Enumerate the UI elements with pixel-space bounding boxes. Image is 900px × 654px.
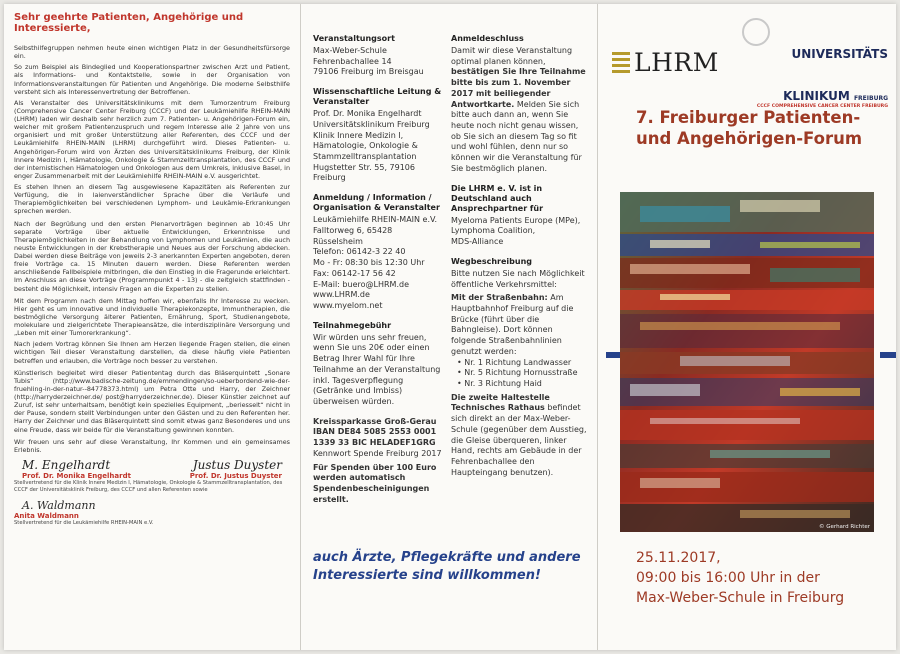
uk-logo-freiburg: FREIBURG <box>853 95 888 102</box>
letter-panel <box>4 4 300 650</box>
scientific-line: Prof. Dr. Monika Engelhardt <box>313 109 422 119</box>
signatory-name: Anita Waldmann <box>14 512 79 521</box>
myelom-website-link[interactable]: www.myelom.net <box>313 300 383 310</box>
partner-line: Myeloma Patients Europe (MPe), <box>451 215 581 225</box>
scientific-lead-block <box>313 87 443 184</box>
scientific-line: Freiburg <box>313 173 346 183</box>
deadline-text <box>451 46 587 175</box>
deadline-block <box>451 34 587 175</box>
registration-phone: Telefon: 06142-3 22 40 <box>313 247 406 257</box>
registration-hours: Mo - Fr: 08:30 bis 12:30 Uhr <box>313 258 425 268</box>
scientific-line: Hämatologie, Onkologie & <box>313 141 418 151</box>
signatory-name: Prof. Dr. Monika Engelhardt <box>22 471 131 480</box>
signature-row <box>14 458 290 472</box>
letter-paragraph: Es stehen Ihnen an diesem Tag ausgewiesene Kapazitäten als Referenten zur Verfügung, die in laienverständlicher Sprache über die Verläufe und Therapiemöglichkeiten bei verschiedenen Lymphom- und Leukämie-Erkrankungen sprechen werden. <box>14 183 290 216</box>
uniklinikum-logo <box>738 18 888 109</box>
letter-paragraph: Mit dem Programm nach dem Mittag hoffen wir, ebenfalls Ihr Interesse zu wecken. Hier geht es um innovative und individuelle Therapiekonzepte, Immuntherapien, die bestmögliche Versorgung älterer Patienten, Ernährung, Sport, Studienangebote, molekulare und zielgerichtete Therapieansätze, die interdisziplinäre Versorgung und „Leben mit einer Tumorerkrankung“. <box>14 296 290 338</box>
partner-line: MDS-Alliance <box>451 237 504 247</box>
partner-heading: Die LHRM e. V. ist in Deutschland auch Ansprechpartner für <box>451 183 544 213</box>
registration-line: Falltorweg 6, 65428 Rüsselsheim <box>313 225 393 246</box>
scientific-line: Stammzelltransplantation <box>313 152 417 162</box>
signatory-name: Prof. Dr. Justus Duyster <box>189 471 282 480</box>
stop-heading: Die zweite Haltestelle Technisches Rathaus <box>451 392 550 413</box>
uk-logo-line1: UNIVERSITÄTS <box>791 47 888 61</box>
uk-logo-klinikum: KLINIKUM <box>783 89 850 103</box>
signature-engelhardt: M. Engelhardt <box>22 457 111 472</box>
tram-text <box>451 293 587 357</box>
bank-name: Kreissparkasse Groß-Gerau <box>313 416 437 426</box>
letter-paragraph: Als Veranstalter des Universitätsklinikums mit dem Tumorzentrum Freiburg (Comprehensive Cancer Center Freiburg (CCCF) und der Leukämiehilfe RHEIN-MAIN (LHRM) laden wir deshalb sehr herzlich zum 7. Patienten- u. Angehörigen-Forum ein, welcher mit großem Patientenzuspruch und regem Interesse alle 2 Jahre von uns organisiert und mit großer Unterstützung aller Referenten, des CCCF und der Leukämiehilfe RHEIN-MAIN (LHRM) durchgeführt wird. Dieses Patienten- u. Angehörigen-Forum wird von Ärzten des Universitätsklinikums Freiburg, der Klinik Innere Medizin I, Hämatologie, Onkologie & Stammzelltransplantation, des CCCF und der internistischen Hämatologen und Onkologen aus dem Umkreis, inklusive Basel, in enger Zusammenarbeit mit der Leukämiehilfe RHEIN-MAIN e.V. ausgerichtet. <box>14 98 290 180</box>
fee-block <box>313 321 443 408</box>
bank-iban: IBAN DE84 5085 2553 0001 1339 33 BIC HELADEF1GRG <box>313 427 437 448</box>
signatory-note: Stellvertretend für die Klinik Innere Medizin I, Hämatologie, Onkologie & Stammzelltransplantation, des CCCF der Universitätsklinik Freiburg, des CCCF und allen Referenten sowie <box>14 479 283 493</box>
registration-line: Leukämiehilfe RHEIN-MAIN e.V. <box>313 215 438 225</box>
signature-duyster: Justus Duyster <box>192 457 282 472</box>
route-heading: Wegbeschreibung <box>451 256 532 266</box>
tram-line-item: • Nr. 1 Richtung Landwasser <box>457 357 572 367</box>
signature-waldmann: A. Waldmann <box>22 499 96 513</box>
registration-email[interactable]: E-Mail: buero@LHRM.de <box>313 279 409 289</box>
cover-panel <box>598 4 896 650</box>
tram-heading: Mit der Straßenbahn: <box>451 293 548 303</box>
forum-title: 7. Freiburger Patienten- und Angehörigen-Forum <box>636 108 863 148</box>
bank-keyword: Kennwort Spende Freiburg 2017 <box>313 448 442 458</box>
route-block <box>451 257 587 479</box>
lhrm-logo-icon <box>612 52 630 74</box>
letter-heading: Sehr geehrte Patienten, Angehörige und Interessierte, <box>14 12 244 34</box>
registration-fax: Fax: 06142-17 56 42 <box>313 268 396 278</box>
lhrm-logo-text: LHRM <box>634 48 719 77</box>
stop-desc: befindet sich direkt an der Max-Weber-Schule (gegenüber dem Ausstieg, die Gleise überqueren, linker Hand, rechts am Gebäude in der Fehrenbachallee den Haupteingang benutzen). <box>451 403 587 477</box>
scientific-lead-heading: Wissenschaftliche Leitung & Veranstalter <box>313 87 442 107</box>
info-panel <box>301 4 597 650</box>
uk-logo-line2 <box>738 90 888 102</box>
deadline-heading: Anmeldeschluss <box>451 34 524 43</box>
cccf-label: CCCF COMPREHENSIVE CANCER CENTER FREIBURG <box>756 104 888 109</box>
venue-heading: Veranstaltungsort <box>313 34 395 43</box>
signatory-note: Stellvertretend für die Leukämiehilfe RHEIN-MAIN e.V. <box>14 520 154 527</box>
welcome-callout: auch Ärzte, Pflegekräfte und andere Interessierte sind willkommen! <box>313 550 581 584</box>
event-time: 09:00 bis 16:00 Uhr in der <box>636 569 820 586</box>
university-seal-icon <box>742 18 770 46</box>
partner-line: Lymphoma Coalition, <box>451 226 536 236</box>
letter-paragraph: Künstlerisch begleitet wird dieser Patiententag durch das Bläserquintett „Sonare Tubis“ (http://www.badische-zeitung.de/emmendingen/so-ueberbordend-wie-der-fruehling-in-der-natur--84778373.html) um Petra Otte und Harry, der Zeichner (http://harryderzeichner.de/ post@harryderzeichner.de). Dieser Künstler zeichnet auf Zuruf, ist sehr unterhaltsam, benötigt kein spezielles Equipment, „beriesselt“ nicht in der Pause, sondern stellt Verbindungen unter den Gästen und zu den Referenten her. Harry der Zeichner und das Bläserquintett sind somit etwas ganz Besonderes und uns eine Freude, dass wir beide für die Veranstaltung gewinnen konnten. <box>14 368 290 434</box>
fee-text: Wir würden uns sehr freuen, wenn Sie uns 20€ oder einen Betrag Ihrer Wahl für Ihre Teilnahme an der Veranstaltung inkl. Tagesverpflegung (Getränke und Imbiss) überweisen würden. <box>313 332 441 406</box>
cover-artwork <box>620 192 874 532</box>
venue-line: Fehrenbachallee 14 <box>313 56 392 66</box>
donation-note: Für Spenden über 100 Euro werden automatisch Spendenbescheinigungen erstellt. <box>313 462 437 504</box>
deadline-text-part: Damit wir diese Veranstaltung optimal planen können, <box>451 46 573 66</box>
route-intro: Bitte nutzen Sie nach Möglichkeit öffentliche Verkehrsmittel: <box>451 268 585 289</box>
stop-text <box>451 393 587 479</box>
lhrm-logo <box>612 48 719 77</box>
letter-paragraph: Nach jedem Vortrag können Sie Ihnen am Herzen liegende Fragen stellen, die einen wichtigen Teil dieser Veranstaltung darstellen, da diese häufig viele Patienten betreffen und erlauben, die Vorträge noch besser zu verstehen. <box>14 340 290 365</box>
venue-line: Max-Weber-Schule <box>313 46 387 55</box>
letter-paragraph: Selbsthilfegruppen nehmen heute einen wichtigen Platz in der Gesundheitsfürsorge ein. <box>14 44 290 61</box>
venue-line: 79106 Freiburg im Breisgau <box>313 67 424 77</box>
registration-website-link[interactable]: www.LHRM.de <box>313 290 370 300</box>
scientific-line: Hugstetter Str. 55, 79106 <box>313 162 415 172</box>
deadline-text-bold: bestätigen Sie Ihre Teilnahme bitte bis zum 1. November 2017 mit beiliegender Antwortkarte. <box>451 67 586 109</box>
deadline-text-part: Melden Sie sich bitte auch dann an, wenn Sie heute noch nicht genau wissen, ob Sie sich an diesem Tag so fit und wohl fühlen, denn nur so können wir die Veranstaltung für Sie bestmöglich planen. <box>451 99 582 173</box>
letter-paragraph: Wir freuen uns sehr auf diese Veranstaltung, Ihr Kommen und ein gemeinsames Erlebnis. <box>14 437 290 454</box>
artwork-credit: © Gerhard Richter <box>819 524 870 530</box>
tram-desc: Am Hauptbahnhof Freiburg auf die Brücke (führt über die Bahngleise). Dort können folgende Straßenbahnlinien genutzt werden: <box>451 293 574 356</box>
venue-block <box>313 34 443 78</box>
registration-heading: Anmeldung / Information / Organisation & Veranstalter <box>313 193 440 213</box>
info-column-left <box>313 34 443 514</box>
accent-bar-right <box>880 352 896 358</box>
scientific-line: Universitätsklinikum Freiburg <box>313 119 430 129</box>
signatory-names <box>14 472 290 480</box>
event-date-time <box>636 549 886 609</box>
letter-paragraph: So zum Beispiel als Bindeglied und Kooperationspartner zwischen Arzt und Patient, als Informations- und Kontaktstelle, sowie in der Organisation von Informationsveranstaltungen für Patienten und Angehörige. Die moderne Selbsthilfe versteht sich als Interessenvertretung der Betroffenen. <box>14 63 290 96</box>
abstract-painting-image <box>620 192 874 532</box>
letter-paragraph: Nach der Begrüßung und den ersten Plenarvorträgen beginnen ab 10:45 Uhr separate Vorträge über aktuelle Entwicklungen, Erkenntnisse und Therapiemöglichkeiten in der Behandlung von Lymphomen und Leukämien, die auch neuste Entwicklungen in der Krebstherapie und Neues aus der Forschung abdecken. Dabei werden diese Beiträge von jeweils 2-3 anerkannten Experten angeboten, deren freie Vorträge ca. 15 Minuten dauern werden. Diese Referenten werden anschließende Fallbeispiele mitbringen, die den Einstieg in die Fragerunde erleichtert. Im Anschluss an diese Vorträge (Programmpunkt 4 - 13) - die zeitgleich stattfinden - besteht die Möglichkeit, intensiv Fragen an die Experten zu stellen. <box>14 219 290 293</box>
fee-heading: Teilnahmegebühr <box>313 320 392 330</box>
info-column-right <box>451 34 587 487</box>
flyer-sheet <box>4 4 896 650</box>
tram-line-item: • Nr. 5 Richtung Hornusstraße <box>457 368 578 378</box>
partner-block <box>451 184 587 248</box>
event-place: Max-Weber-Schule in Freiburg <box>636 589 845 606</box>
bank-block <box>313 417 443 506</box>
tram-line-item: • Nr. 3 Richtung Haid <box>457 378 542 388</box>
scientific-line: Klinik Innere Medizin I, <box>313 130 404 140</box>
event-date: 25.11.2017, <box>636 550 721 566</box>
registration-block <box>313 193 443 311</box>
